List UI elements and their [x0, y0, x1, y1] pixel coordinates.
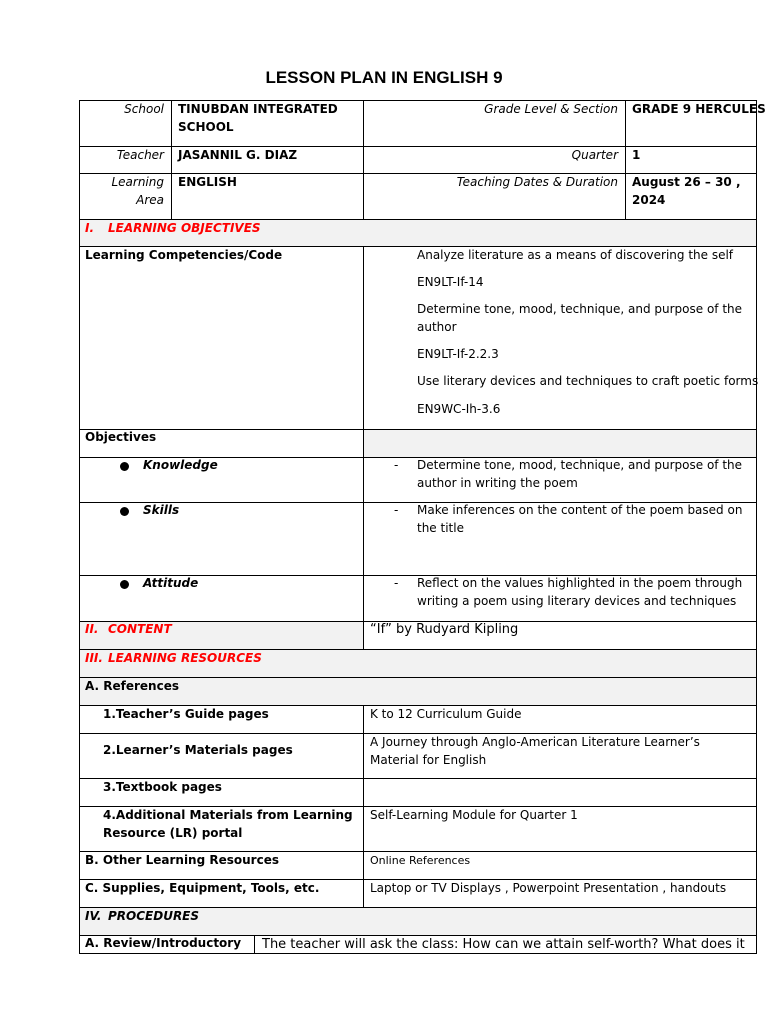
teacher-label: Teacher — [116, 148, 164, 162]
resources-heading: LEARNING RESOURCES — [108, 651, 262, 665]
procedures-heading: PROCEDURES — [108, 909, 200, 923]
review-label: A. Review/Introductory — [85, 936, 242, 950]
school-label: School — [124, 102, 164, 116]
objectives-heading-num: I. — [85, 221, 95, 235]
bullet-icon — [120, 462, 129, 471]
references-row — [80, 678, 756, 705]
knowledge-label: Knowledge — [143, 458, 218, 472]
school-value: TINUBDAN INTEGRATED SCHOOL — [178, 102, 338, 134]
resources-heading-num: III. — [85, 651, 103, 665]
other-resources-label: B. Other Learning Resources — [85, 853, 279, 867]
skills-label: Skills — [143, 503, 180, 517]
dates-value: August 26 – 30 , 2024 — [632, 175, 741, 207]
learners-materials-value: A Journey through Anglo-American Literature Learner’s Material for English — [370, 735, 700, 767]
page-title: LESSON PLAN IN ENGLISH 9 — [265, 68, 503, 87]
quarter-label: Quarter — [571, 148, 618, 162]
bullet-icon — [120, 580, 129, 589]
competency-code-2: EN9LT-If-2.2.3 — [417, 347, 499, 361]
grade-label: Grade Level & Section — [484, 102, 618, 116]
content-heading-num: II. — [85, 622, 99, 636]
area-label: Learning Area — [111, 175, 164, 207]
attitude-text: Reflect on the values highlighted in the poem through writing a poem using literary devices and techniques — [417, 576, 743, 608]
textbook-label: 3.Textbook pages — [103, 780, 222, 794]
knowledge-text: Determine tone, mood, technique, and purpose of the author in writing the poem — [417, 458, 743, 490]
area-value: ENGLISH — [178, 175, 237, 189]
supplies-value: Laptop or TV Displays , Powerpoint Presentation , handouts — [370, 881, 727, 895]
dash-marker: - — [394, 576, 399, 590]
objectives-row-right — [364, 430, 756, 457]
competencies-label: Learning Competencies/Code — [85, 248, 283, 262]
additional-materials-text: 4.Additional Materials from Learning Resource (LR) portal — [103, 808, 353, 840]
supplies-label: C. Supplies, Equipment, Tools, etc. — [85, 881, 320, 895]
other-resources-value: Online References — [370, 854, 471, 867]
additional-materials-value: Self-Learning Module for Quarter 1 — [370, 808, 578, 822]
objectives-label: Objectives — [85, 430, 157, 444]
content-heading: CONTENT — [108, 622, 172, 636]
dash-marker: - — [394, 458, 399, 472]
competency-2: Determine tone, mood, technique, and purpose of the author — [417, 302, 743, 334]
teachers-guide-value: K to 12 Curriculum Guide — [370, 707, 522, 721]
teachers-guide-label: 1.Teacher’s Guide pages — [103, 707, 269, 721]
competency-1: Analyze literature as a means of discovering the self — [417, 248, 734, 262]
dash-marker: - — [394, 503, 399, 517]
competency-3: Use literary devices and techniques to craft poetic forms — [417, 374, 759, 388]
competency-code-1: EN9LT-If-14 — [417, 275, 484, 289]
competency-code-3: EN9WC-Ih-3.6 — [417, 402, 501, 416]
learners-materials-label: 2.Learner’s Materials pages — [103, 743, 293, 757]
procedures-heading-num: IV. — [85, 909, 102, 923]
grade-value: GRADE 9 HERCULES — [632, 102, 766, 116]
bullet-icon — [120, 507, 129, 516]
quarter-value: 1 — [632, 148, 641, 162]
dates-label: Teaching Dates & Duration — [456, 175, 618, 189]
skills-text: Make inferences on the content of the poem based on the title — [417, 503, 743, 535]
teacher-value: JASANNIL G. DIAZ — [178, 148, 298, 162]
objectives-heading: LEARNING OBJECTIVES — [108, 221, 261, 235]
attitude-label: Attitude — [143, 576, 199, 590]
content-value: “If” by Rudyard Kipling — [370, 622, 519, 637]
references-label: A. References — [85, 679, 179, 693]
additional-materials-label — [103, 807, 353, 842]
review-value: The teacher will ask the class: How can we attain self-worth? What does it — [262, 937, 745, 952]
